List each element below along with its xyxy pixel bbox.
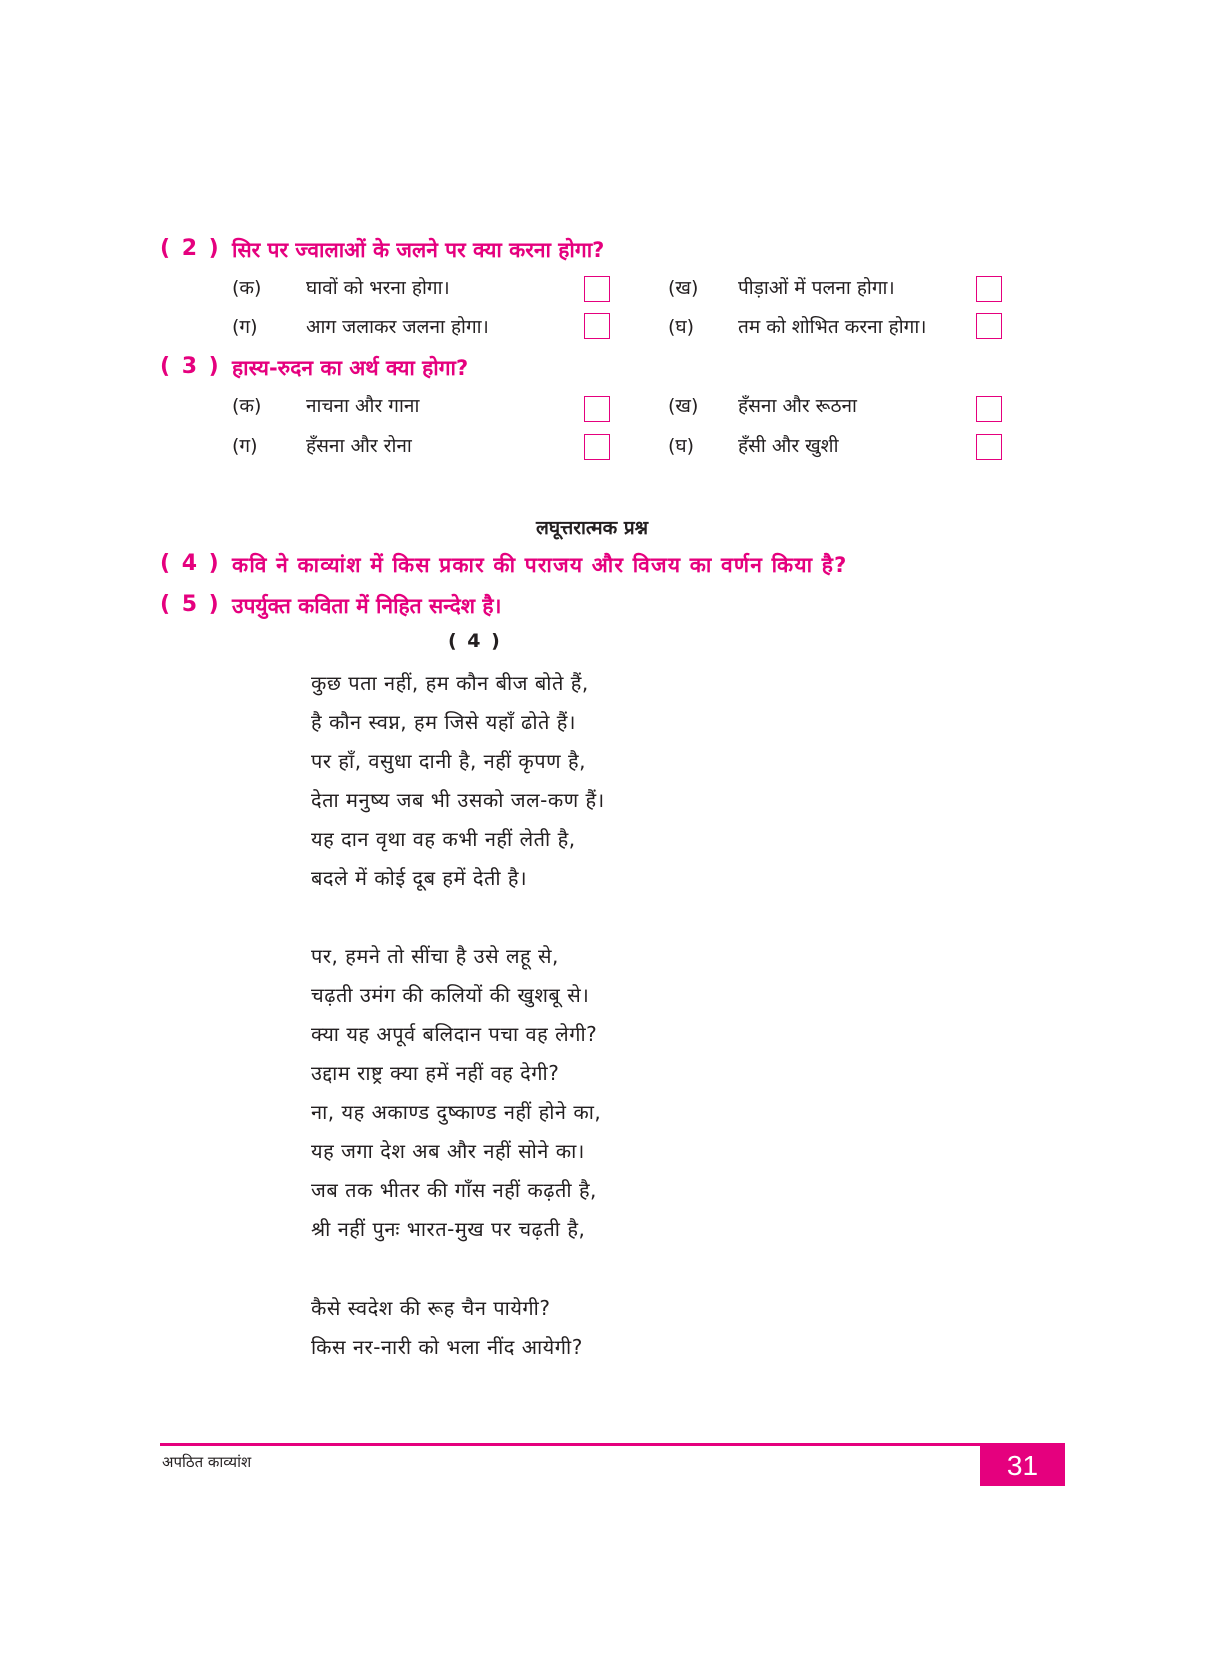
poem-stanza-3	[311, 1289, 583, 1367]
q2-option-gha-label: (घ)	[668, 316, 695, 338]
footer-rule	[160, 1443, 1065, 1446]
q2-option-ga-checkbox[interactable]	[584, 313, 610, 339]
page-number: 31	[980, 1446, 1065, 1486]
poem-line: ना, यह अकाण्ड दुष्काण्ड नहीं होने का,	[311, 1100, 602, 1124]
question-3-number: ( 3 )	[160, 354, 221, 379]
q2-option-kha-text: पीड़ाओं में पलना होगा।	[738, 277, 895, 299]
q2-option-ka-text: घावों को भरना होगा।	[306, 277, 450, 299]
q3-option-ga-label: (ग)	[232, 435, 258, 457]
poem-line: यह जगा देश अब और नहीं सोने का।	[311, 1139, 585, 1163]
q3-option-ga-text: हँसना और रोना	[306, 435, 412, 457]
q2-option-ga-label: (ग)	[232, 316, 258, 338]
q3-option-ka-label: (क)	[232, 395, 262, 417]
q2-option-ka-checkbox[interactable]	[584, 276, 610, 302]
poem-line: यह दान वृथा वह कभी नहीं लेती है,	[311, 827, 576, 851]
q2-option-kha-checkbox[interactable]	[976, 276, 1002, 302]
poem-line: है कौन स्वप्न, हम जिसे यहाँ ढोते हैं।	[311, 710, 576, 734]
question-5-number: ( 5 )	[160, 592, 221, 617]
q2-option-kha-label: (ख)	[668, 277, 699, 299]
question-2-text: सिर पर ज्वालाओं के जलने पर क्या करना होगा?	[232, 238, 605, 262]
q2-option-ga-text: आग जलाकर जलना होगा।	[306, 316, 489, 338]
poem-stanza-1	[311, 664, 605, 898]
q3-option-ka-text: नाचना और गाना	[306, 395, 420, 417]
poem-line: उद्दाम राष्ट्र क्या हमें नहीं वह देगी?	[311, 1061, 560, 1085]
poem-line: कैसे स्वदेश की रूह चैन पायेगी?	[311, 1296, 551, 1320]
q3-option-kha-label: (ख)	[668, 395, 699, 417]
section-heading: लघूत्तरात्मक प्रश्न	[536, 517, 649, 539]
q3-option-ga-checkbox[interactable]	[584, 434, 610, 460]
q3-option-gha-text: हँसी और खुशी	[738, 435, 839, 457]
poem-line: श्री नहीं पुनः भारत-मुख पर चढ़ती है,	[311, 1217, 586, 1241]
q3-option-gha-label: (घ)	[668, 435, 695, 457]
poem-line: क्या यह अपूर्व बलिदान पचा वह लेगी?	[311, 1022, 598, 1046]
question-2-number: ( 2 )	[160, 236, 221, 261]
question-4-number: ( 4 )	[160, 551, 221, 576]
q2-option-ka-label: (क)	[232, 277, 262, 299]
question-3-text: हास्य-रुदन का अर्थ क्या होगा?	[232, 356, 469, 380]
footer-title: अपठित काव्यांश	[162, 1453, 252, 1471]
q3-option-gha-checkbox[interactable]	[976, 434, 1002, 460]
question-5-text: उपर्युक्त कविता में निहित सन्देश है।	[232, 594, 502, 618]
poem-line: पर हाँ, वसुधा दानी है, नहीं कृपण है,	[311, 749, 586, 773]
q3-option-kha-checkbox[interactable]	[976, 396, 1002, 422]
poem-line: बदले में कोई दूब हमें देती है।	[311, 866, 528, 890]
passage-number: ( 4 )	[448, 630, 502, 652]
q2-option-gha-checkbox[interactable]	[976, 313, 1002, 339]
q3-option-ka-checkbox[interactable]	[584, 396, 610, 422]
poem-line: पर, हमने तो सींचा है उसे लहू से,	[311, 944, 559, 968]
q2-option-gha-text: तम को शोभित करना होगा।	[738, 316, 927, 338]
poem-line: कुछ पता नहीं, हम कौन बीज बोते हैं,	[311, 671, 589, 695]
poem-line: चढ़ती उमंग की कलियों की खुशबू से।	[311, 983, 590, 1007]
poem-stanza-2	[311, 937, 601, 1249]
poem-line: जब तक भीतर की गाँस नहीं कढ़ती है,	[311, 1178, 597, 1202]
q3-option-kha-text: हँसना और रूठना	[738, 395, 857, 417]
poem-line: देता मनुष्य जब भी उसको जल-कण हैं।	[311, 788, 605, 812]
poem-line: किस नर-नारी को भला नींद आयेगी?	[311, 1335, 583, 1359]
question-4-text: कवि ने काव्यांश में किस प्रकार की पराजय और विजय का वर्णन किया है?	[232, 553, 848, 577]
